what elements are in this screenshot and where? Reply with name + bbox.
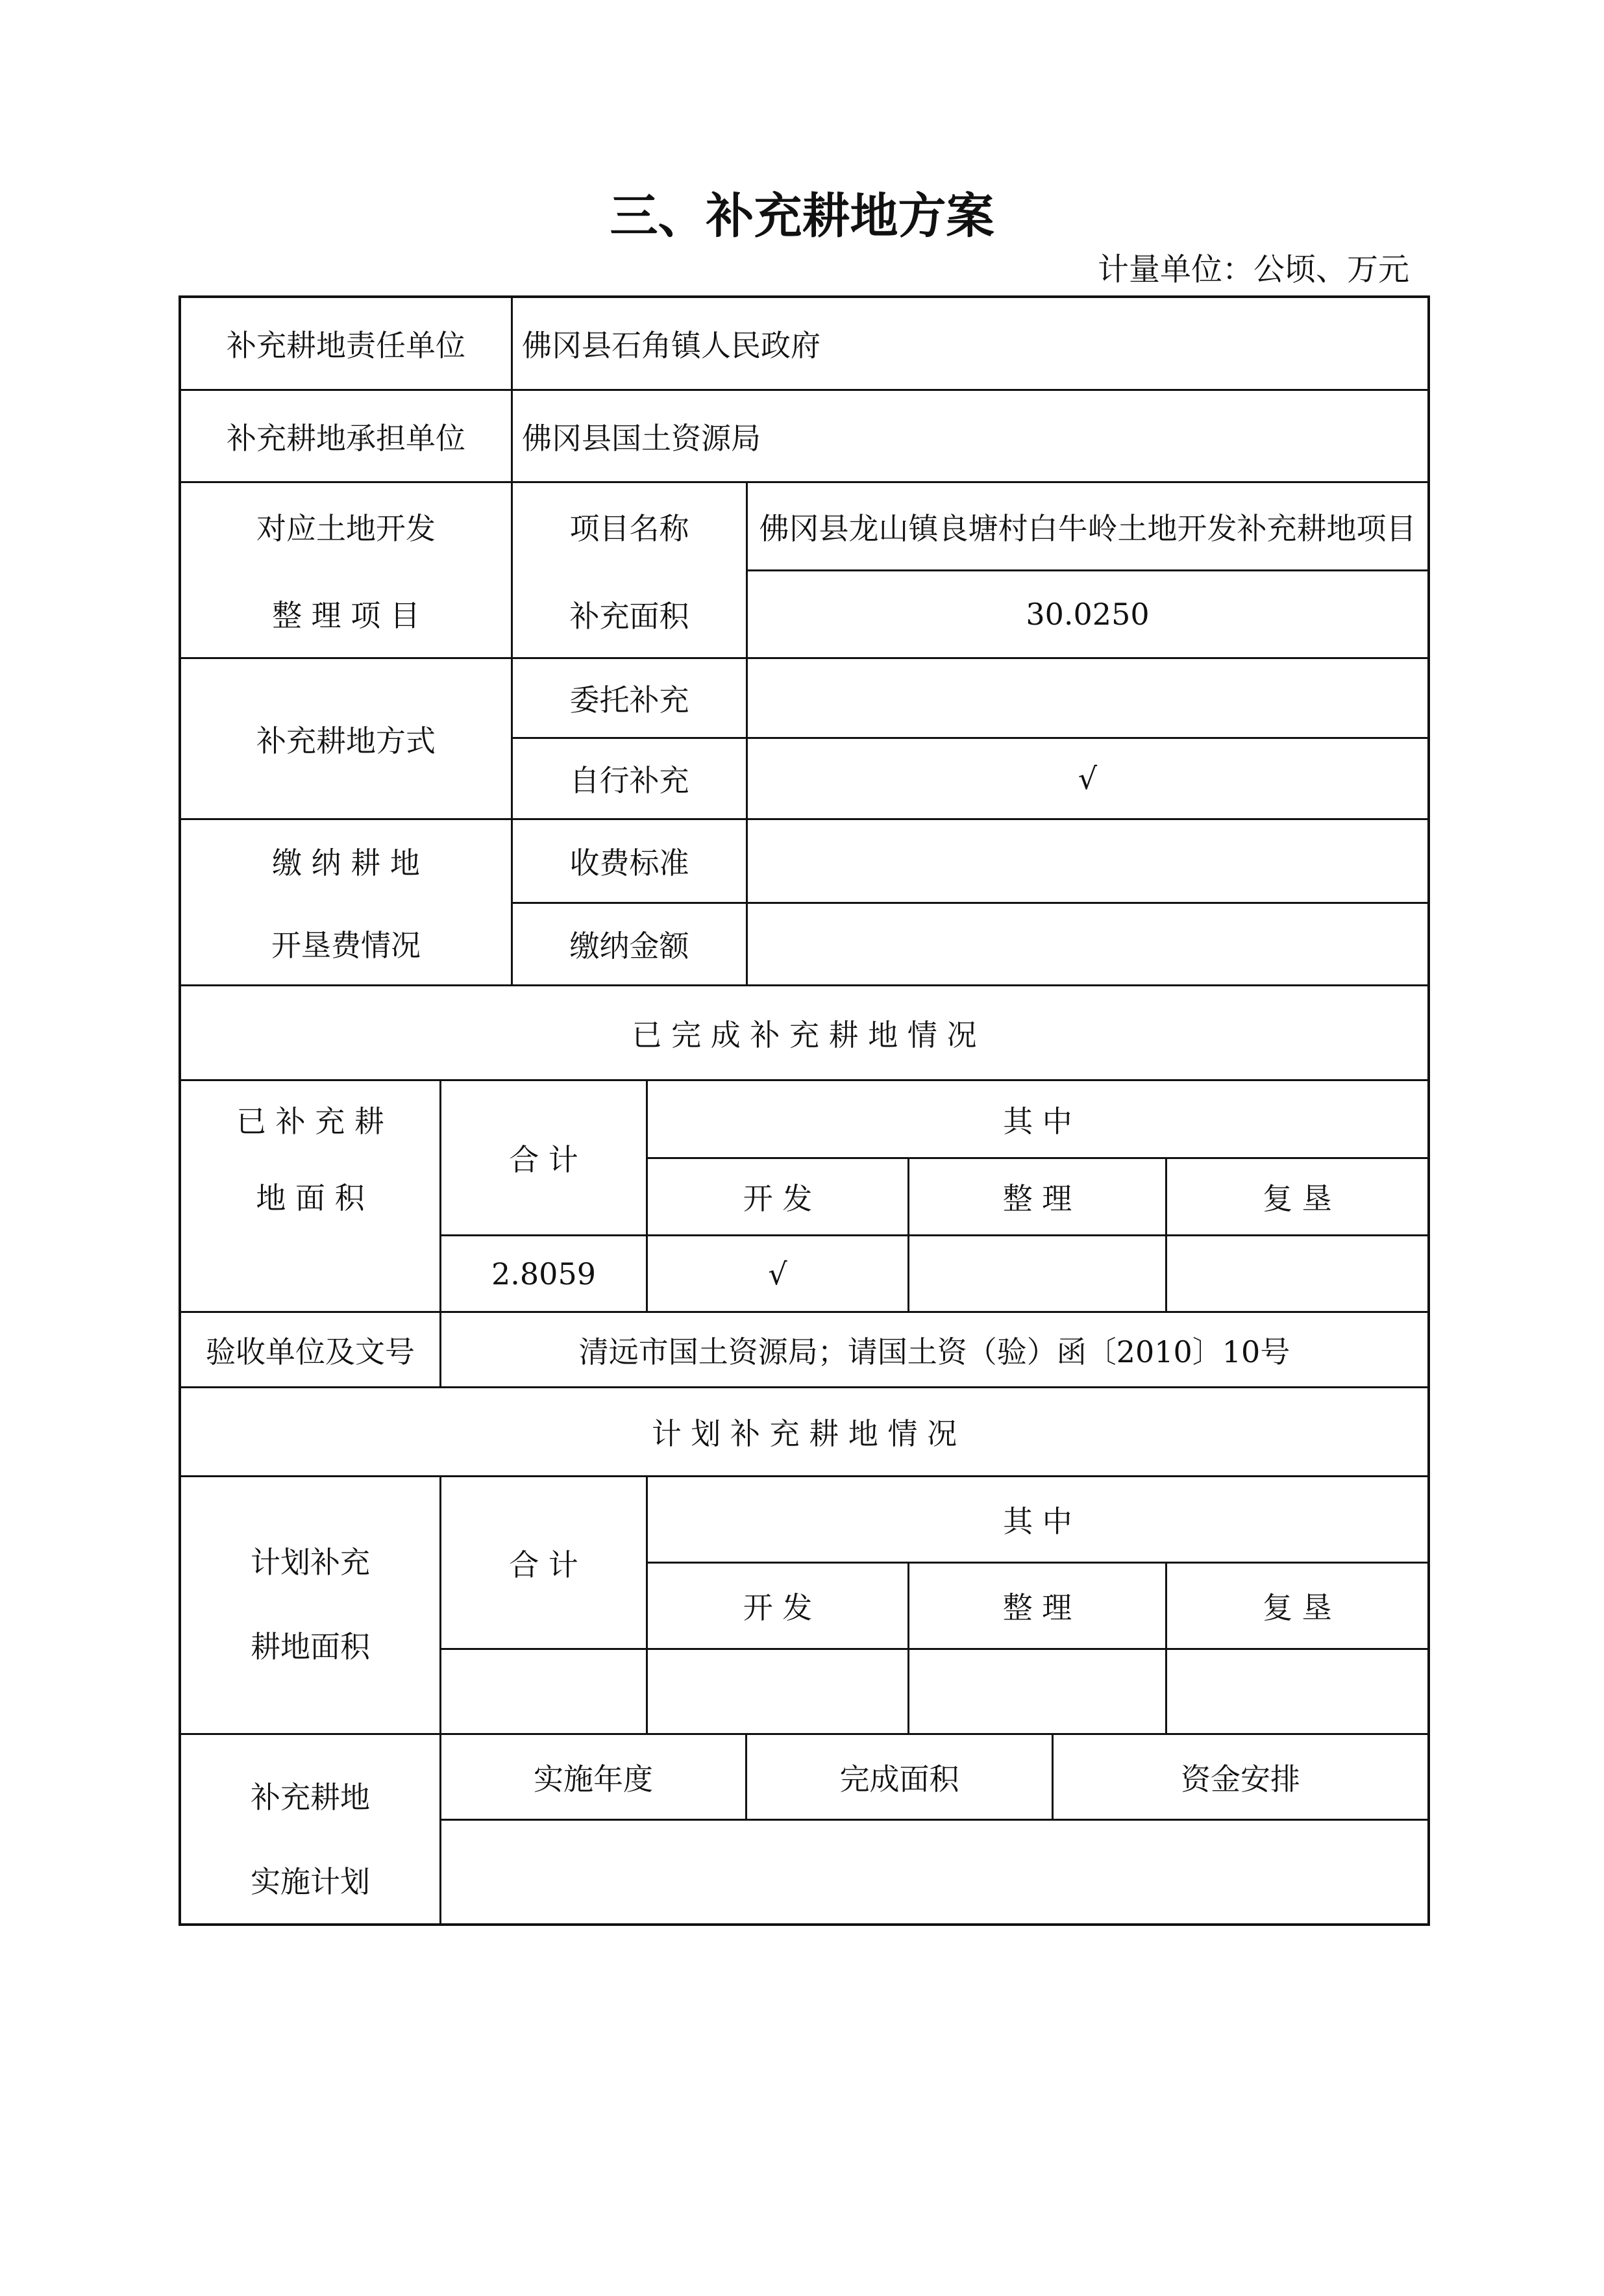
completed-consolidation-value [909,1236,1165,1311]
planned-label-line2: 耕地面积 [251,1629,370,1664]
implementation-area-label: 完成面积 [839,1761,959,1797]
fee-amount-value [748,904,1427,984]
completed-of-which-label: 其 中 [1003,1103,1072,1139]
project-name-value: 佛冈县龙山镇良塘村白牛岭土地开发补充耕地项目 [759,510,1416,546]
planned-label-line1: 计划补充 [251,1545,370,1580]
unit-note: 计量单位：公顷、万元 [1097,251,1409,288]
completed-total-label: 合 计 [509,1142,578,1177]
implementation-fund-label: 资金安排 [1181,1761,1300,1797]
land-project-label-line2: 整 理 项 目 [272,598,420,633]
completed-reclamation-value [1167,1236,1427,1311]
responsible-unit-label: 补充耕地责任单位 [227,328,465,363]
completed-section-title: 已 完 成 补 充 耕 地 情 况 [632,1017,977,1053]
acceptance-value: 清远市国土资源局；请国土资（验）函〔2010〕10号 [578,1334,1290,1369]
fee-label-line2: 开垦费情况 [271,927,421,963]
fee-standard-label: 收费标准 [569,845,689,880]
project-name-label: 项目名称 [569,510,689,546]
implementation-label-line1: 补充耕地 [251,1780,370,1815]
entrusted-value [748,659,1427,737]
implementation-label-line2: 实施计划 [251,1864,370,1899]
completed-consolidation-label: 整 理 [1002,1181,1072,1216]
acceptance-label: 验收单位及文号 [206,1334,415,1369]
planned-development-label: 开 发 [743,1590,813,1625]
completed-development-label: 开 发 [743,1181,813,1216]
fee-amount-label: 缴纳金额 [569,929,689,964]
self-supplement-label: 自行补充 [569,763,689,798]
completed-total-value: 2.8059 [491,1256,596,1292]
implementation-year-label: 实施年度 [534,1761,653,1797]
undertaking-unit-label: 补充耕地承担单位 [227,420,465,456]
undertaking-unit-value: 佛冈县国土资源局 [522,420,761,456]
self-supplement-checkmark: √ [1078,761,1098,796]
fee-standard-value [748,820,1427,902]
planned-consolidation-label: 整 理 [1002,1590,1072,1625]
method-label: 补充耕地方式 [256,723,436,758]
fee-label-line1: 缴 纳 耕 地 [272,845,420,880]
land-project-label-line1: 对应土地开发 [256,511,436,546]
completed-label-line2: 地 面 积 [256,1180,365,1216]
planned-reclamation-label: 复 垦 [1263,1590,1332,1625]
completed-development-checkmark: √ [768,1256,787,1292]
planned-of-which-label: 其 中 [1003,1504,1072,1539]
completed-label-line1: 已 补 充 耕 [236,1104,384,1139]
planned-section-title: 计 划 补 充 耕 地 情 况 [651,1416,957,1451]
page-title: 三、补充耕地方案 [610,188,994,244]
completed-reclamation-label: 复 垦 [1263,1181,1332,1216]
supplement-area-value: 30.0250 [1026,597,1150,632]
responsible-unit-value: 佛冈县石角镇人民政府 [522,328,821,363]
entrusted-label: 委托补充 [569,682,689,718]
supplement-area-label: 补充面积 [569,599,689,634]
planned-total-label: 合 计 [509,1547,578,1582]
